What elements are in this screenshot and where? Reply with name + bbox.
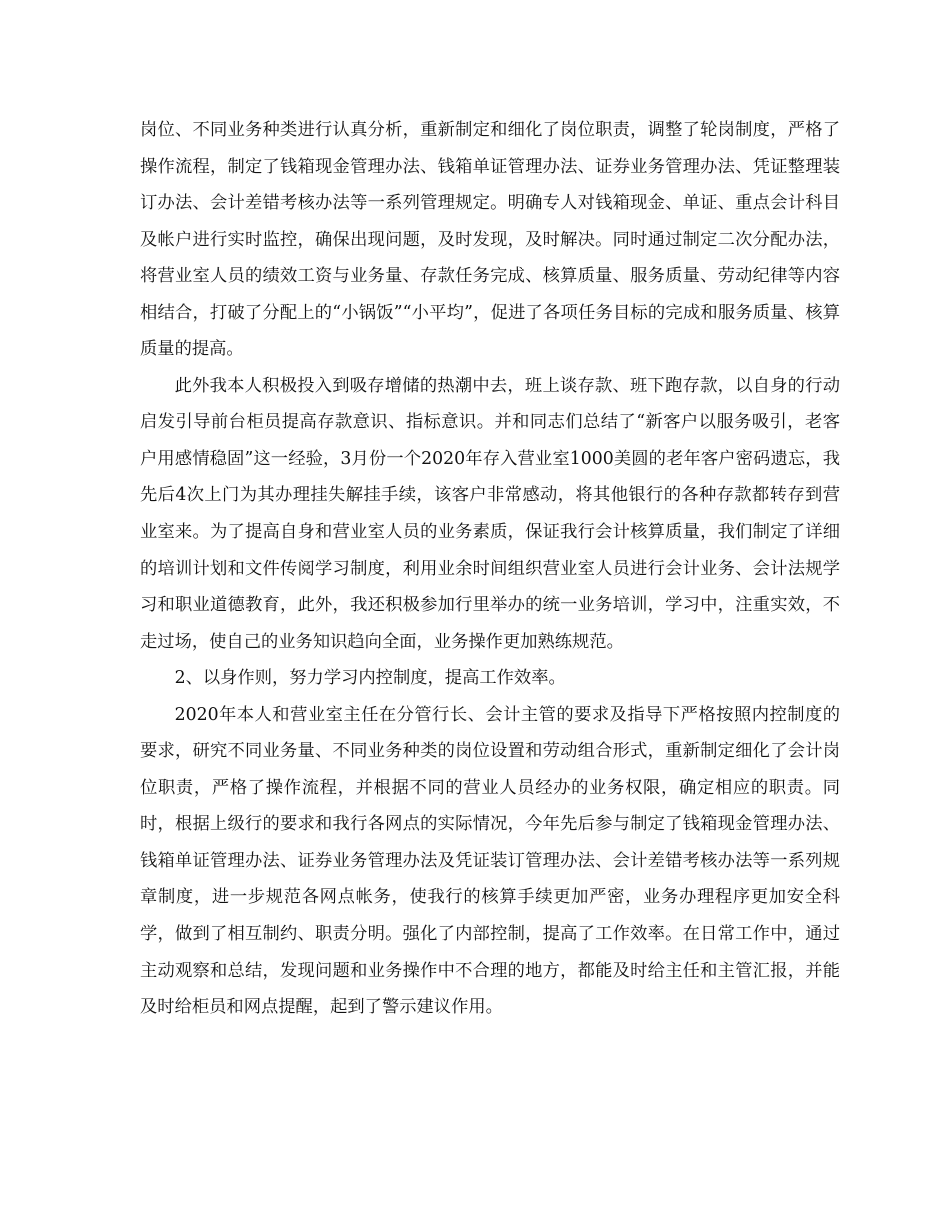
paragraph-3: 2020年本人和营业室主任在分管行长、会计主管的要求及指导下严格按照内控制度的要求，研究不同业务量、不同业务种类的岗位设置和劳动组合形式，重新制定细化了会计岗位职责，严格了操作流程，并根据不同的营业人员经办的业务权限，确定相应的职责。同时，根据上级行的要求和我行各网点的实际情况，今年先后参与制定了钱箱现金管理办法、钱箱单证管理办法、证券业务管理办法及凭证装订管理办法、会计差错考核办法等一系列规章制度，进一步规范各网点帐务，使我行的核算手续更加严密，业务办理程序更加安全科学，做到了相互制约、职责分明。强化了内部控制，提高了工作效率。在日常工作中，通过主动观察和总结，发现问题和业务操作中不合理的地方，都能及时给主任和主管汇报，并能及时给柜员和网点提醒，起到了警示建议作用。 xyxy=(140,704,840,1018)
paragraph-2: 此外我本人积极投入到吸存增储的热潮中去，班上谈存款、班下跑存款，以自身的行动启发引导前台柜员提高存款意识、指标意识。并和同志们总结了“新客户以服务吸引，老客户用感情稳固”这一经验，3月份一个2020年存入营业室1000美圆的老年客户密码遗忘，我先后4次上门为其办理挂失解挂手续，该客户非常感动，将其他银行的各种存款都转存到营业室来。为了提高自身和营业室人员的业务素质，保证我行会计核算质量，我们制定了详细的培训计划和文件传阅学习制度，利用业余时间组织营业室人员进行会计业务、会计法规学习和职业道德教育，此外，我还积极参加行里举办的统一业务培训，学习中，注重实效，不走过场，使自己的业务知识趋向全面，业务操作更加熟练规范。 xyxy=(140,375,840,652)
paragraph-1: 岗位、不同业务种类进行认真分析，重新制定和细化了岗位职责，调整了轮岗制度，严格了操作流程，制定了钱箱现金管理办法、钱箱单证管理办法、证券业务管理办法、凭证整理装订办法、会计差错考核办法等一系列管理规定。明确专人对钱箱现金、单证、重点会计科目及帐户进行实时监控，确保出现问题，及时发现，及时解决。同时通过制定二次分配办法，将营业室人员的绩效工资与业务量、存款任务完成、核算质量、服务质量、劳动纪律等内容相结合，打破了分配上的“小锅饭”“小平均”，促进了各项任务目标的完成和服务质量、核算质量的提高。 xyxy=(140,120,840,360)
document-body xyxy=(140,112,840,1026)
section-heading-2: 2、以身作则，努力学习内控制度，提高工作效率。 xyxy=(174,668,566,689)
